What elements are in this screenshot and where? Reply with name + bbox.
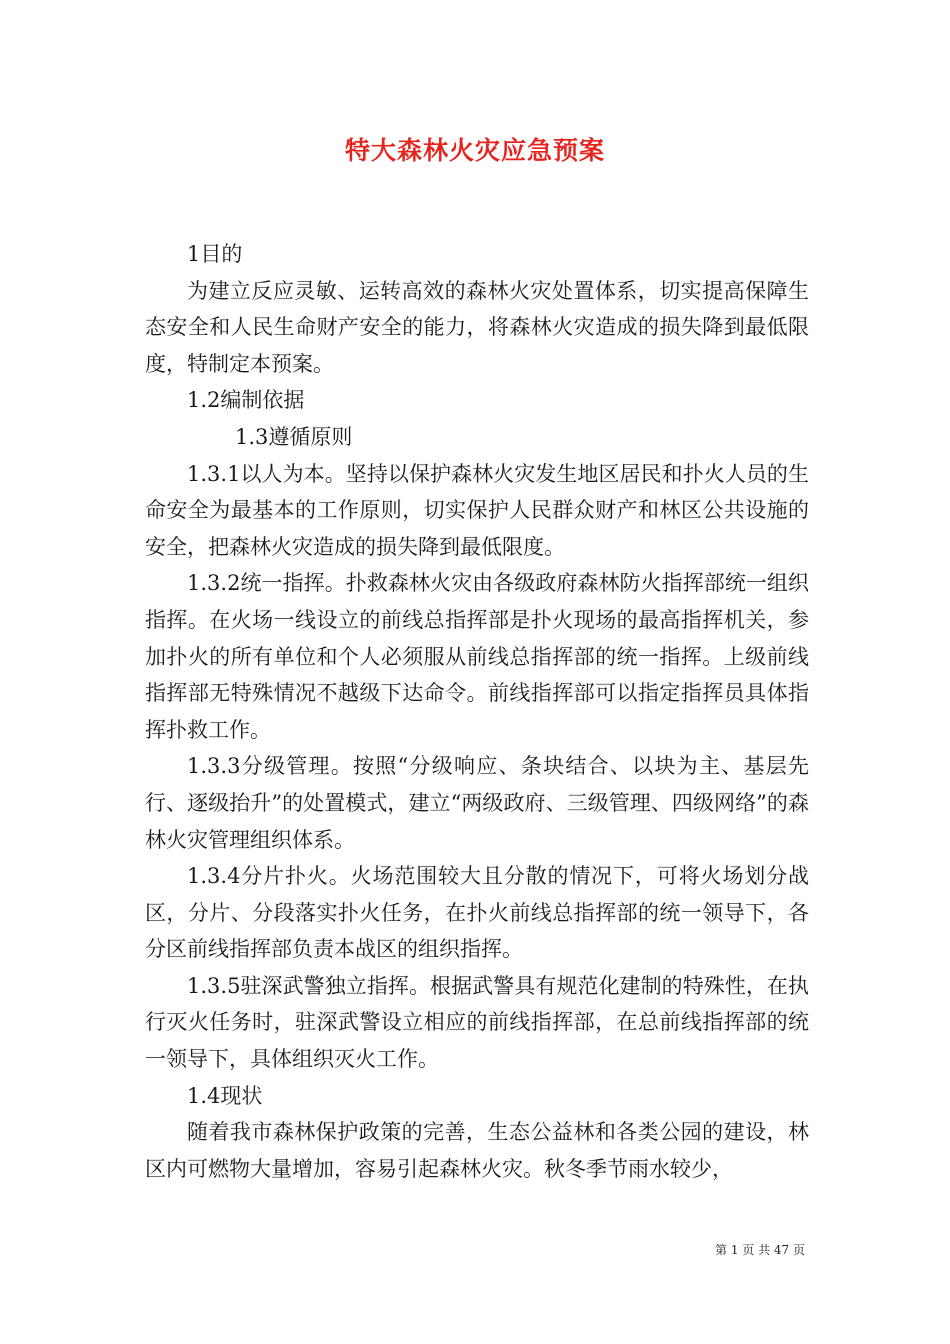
heading-1-4: 1.4现状: [187, 1083, 263, 1108]
heading-1: 1目的: [187, 242, 243, 266]
heading-1-3: 1.3遵循原则: [235, 424, 353, 449]
paragraph-1-3-1: 1.3.1以人为本。坚持以保护森林火灾发生地区居民和扑火人员的生命安全为最基本的工作原则，切实保护人民群众财产和林区公共设施的安全，把森林火灾造成的损失降到最低限度。: [145, 461, 809, 559]
document-title: 特大森林火灾应急预案: [344, 136, 605, 165]
paragraph-1-3-3: 1.3.3分级管理。按照“分级响应、条块结合、以块为主、基层先行、逐级抬升”的处置模式，建立“两级政府、三级管理、四级网络”的森林火灾管理组织体系。: [145, 754, 809, 852]
page-number: 第 1 页 共 47 页: [715, 1243, 805, 1257]
paragraph-1-3-5: 1.3.5驻深武警独立指挥。根据武警具有规范化建制的特殊性，在执行灭火任务时，驻深武警设立相应的前线指挥部，在总前线指挥部的统一领导下，具体组织灭火工作。: [145, 973, 809, 1072]
paragraph-purpose: 为建立反应灵敏、运转高效的森林火灾处置体系，切实提高保障生态安全和人民生命财产安全的能力，将森林火灾造成的损失降到最低限度，特制定本预案。: [145, 278, 809, 376]
document-body: [145, 236, 809, 1187]
paragraph-1-3-2: 1.3.2统一指挥。扑救森林火灾由各级政府森林防火指挥部统一组织指挥。在火场一线设立的前线总指挥部是扑火现场的最高指挥机关，参加扑火的所有单位和个人必须服从前线总指挥部的统一指挥。上级前线指挥部无特殊情况不越级下达命令。前线指挥部可以指定指挥员具体指挥扑救工作。: [145, 571, 809, 742]
paragraph-1-4: 随着我市森林保护政策的完善，生态公益林和各类公园的建设，林区内可燃物大量增加，容易引起森林火灾。秋冬季节雨水较少，: [145, 1120, 809, 1181]
heading-1-2: 1.2编制依据: [187, 388, 305, 413]
paragraph-1-3-4: 1.3.4分片扑火。火场范围较大且分散的情况下，可将火场划分战区，分片、分段落实扑火任务，在扑火前线总指挥部的统一领导下，各分区前线指挥部负责本战区的组织指挥。: [145, 864, 809, 962]
